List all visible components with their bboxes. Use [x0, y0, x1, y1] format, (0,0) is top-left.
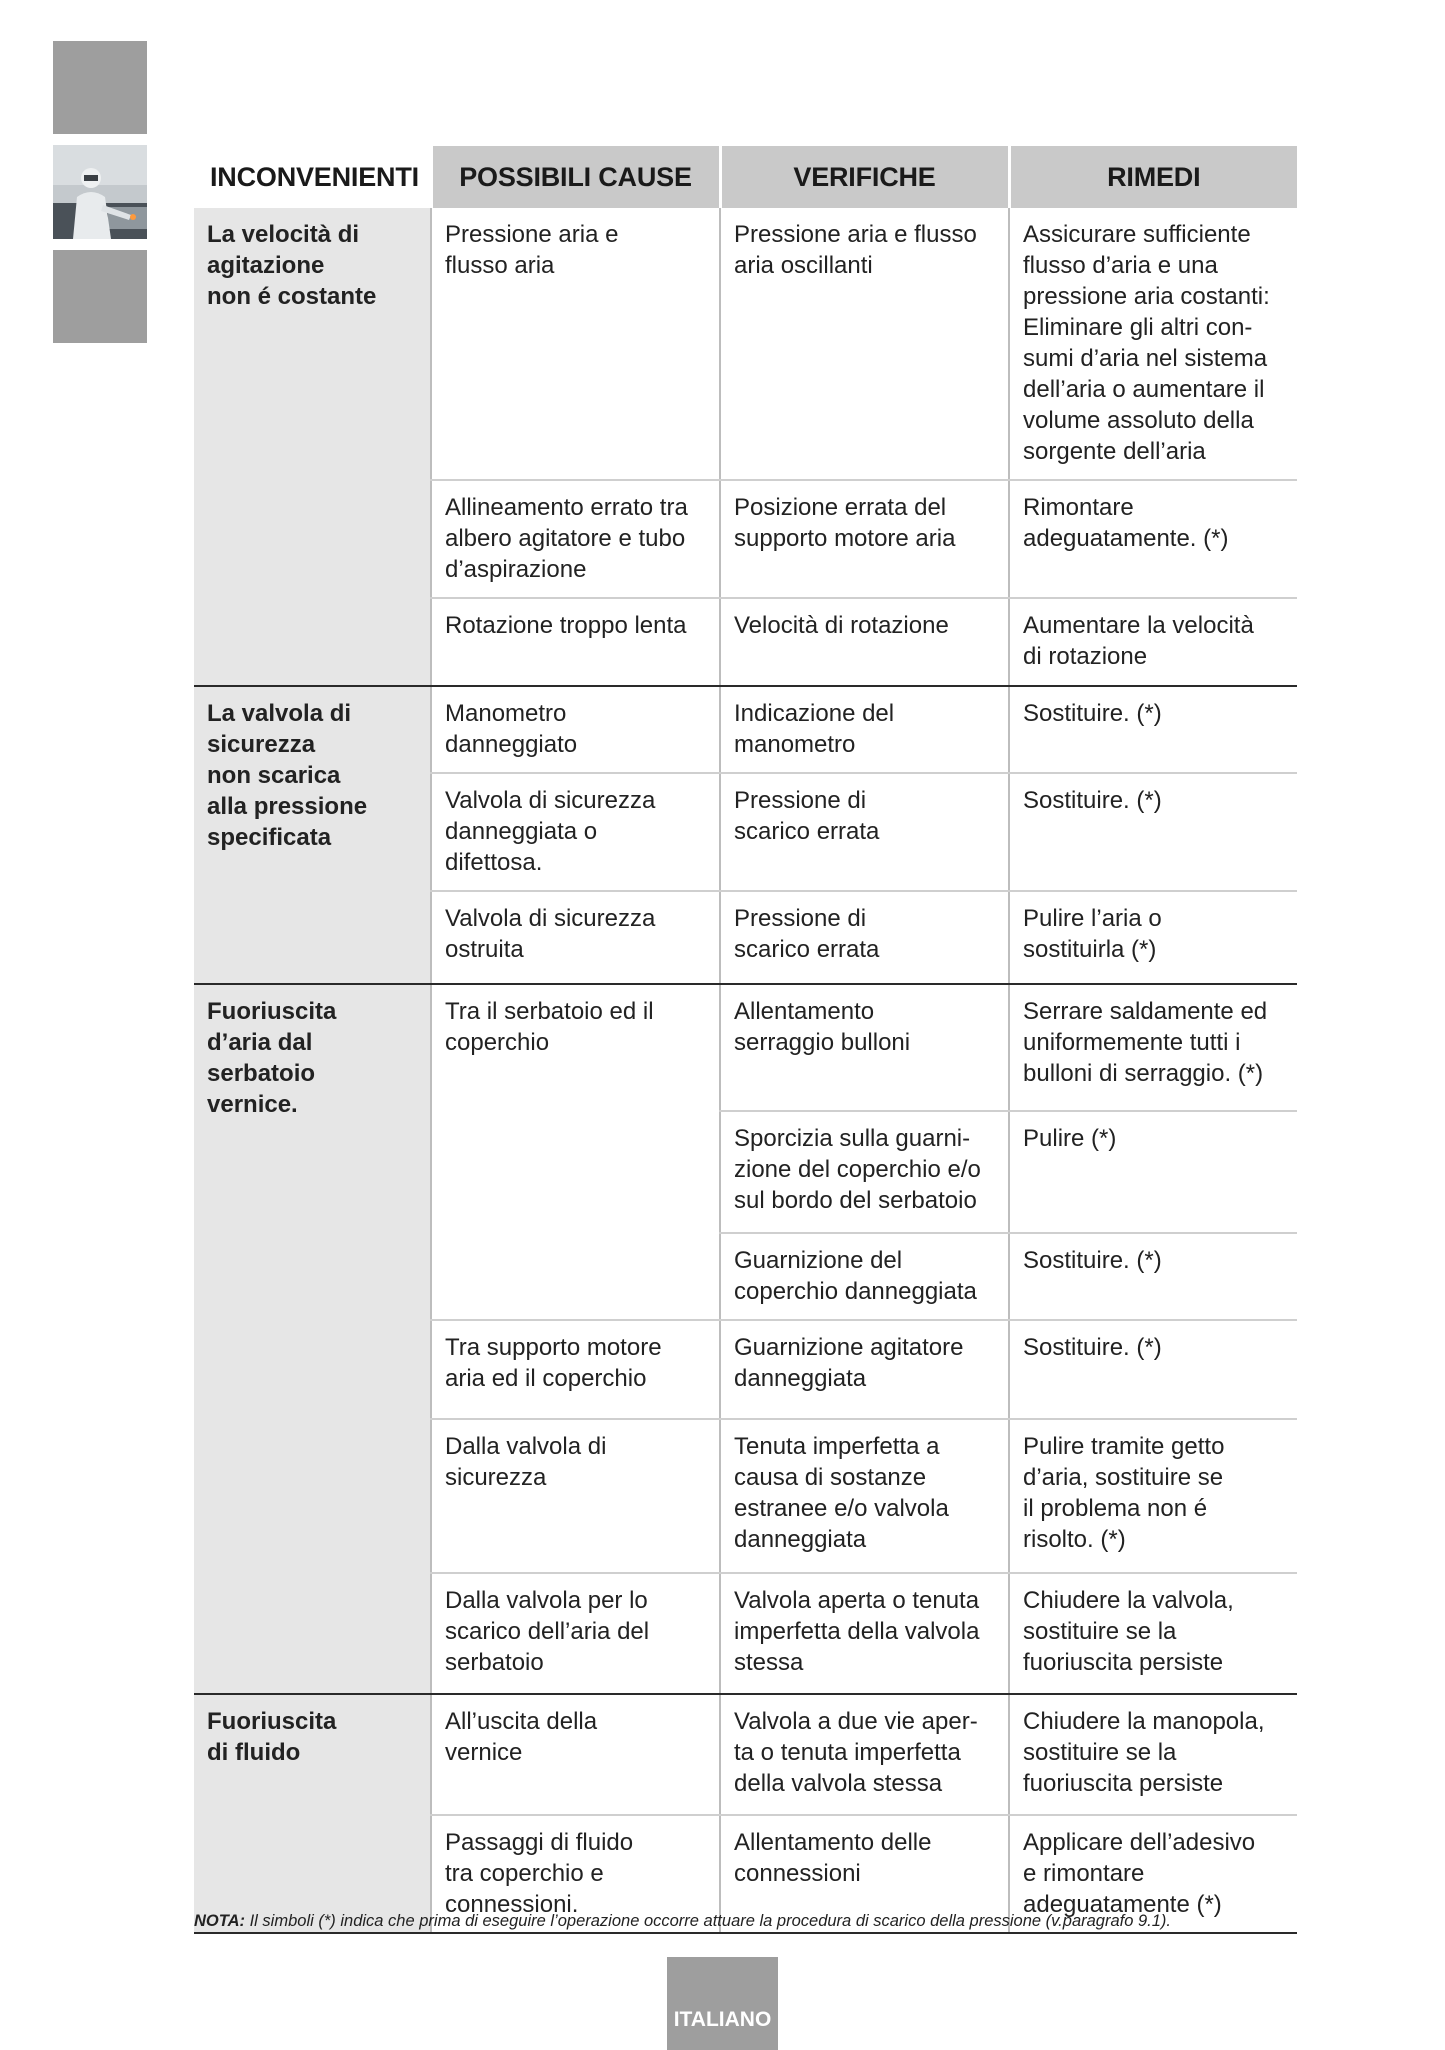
cause-cell: Dalla valvola per lo scarico dell’aria del serbatoio — [431, 1573, 720, 1694]
check-cell: Allentamento serraggio bulloni — [720, 984, 1009, 1111]
troubleshooting-table — [194, 146, 1297, 1934]
worker-spray-booth-photo-icon — [53, 145, 147, 239]
check-cell: Pressione aria e flusso aria oscillanti — [720, 208, 1009, 480]
cause-cell: Valvola di sicurezza danneggiata o difettosa. — [431, 773, 720, 891]
remedy-cell: Serrare saldamente ed uniformemente tutti i bulloni di serraggio. (*) — [1009, 984, 1297, 1111]
header-remedies: RIMEDI — [1009, 146, 1297, 208]
cause-cell: Rotazione troppo lenta — [431, 598, 720, 686]
check-cell: Sporcizia sulla guarni- zione del coperchio e/o sul bordo del serbatoio — [720, 1111, 1009, 1233]
table-row — [194, 984, 1297, 1111]
remedy-cell: Sostituire. (*) — [1009, 1233, 1297, 1320]
remedy-cell: Chiudere la valvola, sostituire se la fuoriuscita persiste — [1009, 1573, 1297, 1694]
check-cell: Indicazione del manometro — [720, 686, 1009, 773]
check-cell: Guarnizione del coperchio danneggiata — [720, 1233, 1009, 1320]
check-cell: Pressione di scarico errata — [720, 773, 1009, 891]
table-row — [194, 208, 1297, 480]
cause-cell: Tra il serbatoio ed il coperchio — [431, 984, 720, 1320]
worker-photo-thumbnail — [53, 145, 147, 239]
remedy-cell: Assicurare sufficiente flusso d’aria e una pressione aria costanti: Eliminare gli altri con- sumi d’aria nel sistema dell’aria o aumentare il volume assoluto della sorgente dell’aria — [1009, 208, 1297, 480]
table-header-row — [194, 146, 1297, 208]
cause-cell: Manometro danneggiato — [431, 686, 720, 773]
problem-cell: La valvola di sicurezza non scarica alla pressione specificata — [194, 686, 431, 984]
remedy-cell: Sostituire. (*) — [1009, 686, 1297, 773]
header-problems: INCONVENIENTI — [194, 146, 431, 208]
problem-cell: Fuoriuscita di fluido — [194, 1694, 431, 1933]
cause-cell: Passaggi di fluido tra coperchio e connessioni. — [431, 1815, 720, 1933]
check-cell: Tenuta imperfetta a causa di sostanze estranee e/o valvola danneggiata — [720, 1419, 1009, 1573]
remedy-cell: Chiudere la manopola, sostituire se la fuoriuscita persiste — [1009, 1694, 1297, 1815]
check-cell: Valvola a due vie aper- ta o tenuta imperfetta della valvola stessa — [720, 1694, 1009, 1815]
remedy-cell: Applicare dell’adesivo e rimontare adeguatamente (*) — [1009, 1815, 1297, 1933]
check-cell: Guarnizione agitatore danneggiata — [720, 1320, 1009, 1419]
cause-cell: All’uscita della vernice — [431, 1694, 720, 1815]
check-cell: Posizione errata del supporto motore aria — [720, 480, 1009, 598]
remedy-cell: Pulire tramite getto d’aria, sostituire se il problema non é risolto. (*) — [1009, 1419, 1297, 1573]
remedy-cell: Aumentare la velocità di rotazione — [1009, 598, 1297, 686]
cause-cell: Allineamento errato tra albero agitatore e tubo d’aspirazione — [431, 480, 720, 598]
side-tab-bottom — [53, 250, 147, 343]
footnote-text: Il simboli (*) indica che prima di eseguire l’operazione occorre attuare la procedura di scarico della pressione (v.paragrafo 9.1). — [245, 1912, 1171, 1930]
table-row — [194, 1694, 1297, 1815]
cause-cell: Dalla valvola di sicurezza — [431, 1419, 720, 1573]
check-cell: Pressione di scarico errata — [720, 891, 1009, 984]
remedy-cell: Sostituire. (*) — [1009, 1320, 1297, 1419]
check-cell: Valvola aperta o tenuta imperfetta della valvola stessa — [720, 1573, 1009, 1694]
footnote-label: NOTA: — [194, 1912, 246, 1930]
table-row — [194, 686, 1297, 773]
side-tab-top — [53, 41, 147, 134]
problem-cell: La velocità di agitazione non é costante — [194, 208, 431, 686]
check-cell: Allentamento delle connessioni — [720, 1815, 1009, 1933]
check-cell: Velocità di rotazione — [720, 598, 1009, 686]
problem-cell: Fuoriuscita d’aria dal serbatoio vernice. — [194, 984, 431, 1694]
remedy-cell: Rimontare adeguatamente. (*) — [1009, 480, 1297, 598]
cause-cell: Valvola di sicurezza ostruita — [431, 891, 720, 984]
cause-cell: Pressione aria e flusso aria — [431, 208, 720, 480]
cause-cell: Tra supporto motore aria ed il coperchio — [431, 1320, 720, 1419]
footnote — [194, 1912, 1344, 1931]
language-tab — [667, 1957, 778, 2050]
remedy-cell: Pulire l’aria o sostituirla (*) — [1009, 891, 1297, 984]
remedy-cell: Pulire (*) — [1009, 1111, 1297, 1233]
header-causes: POSSIBILI CAUSE — [431, 146, 720, 208]
header-checks: VERIFICHE — [720, 146, 1009, 208]
language-label: ITALIANO — [673, 2008, 772, 2031]
remedy-cell: Sostituire. (*) — [1009, 773, 1297, 891]
